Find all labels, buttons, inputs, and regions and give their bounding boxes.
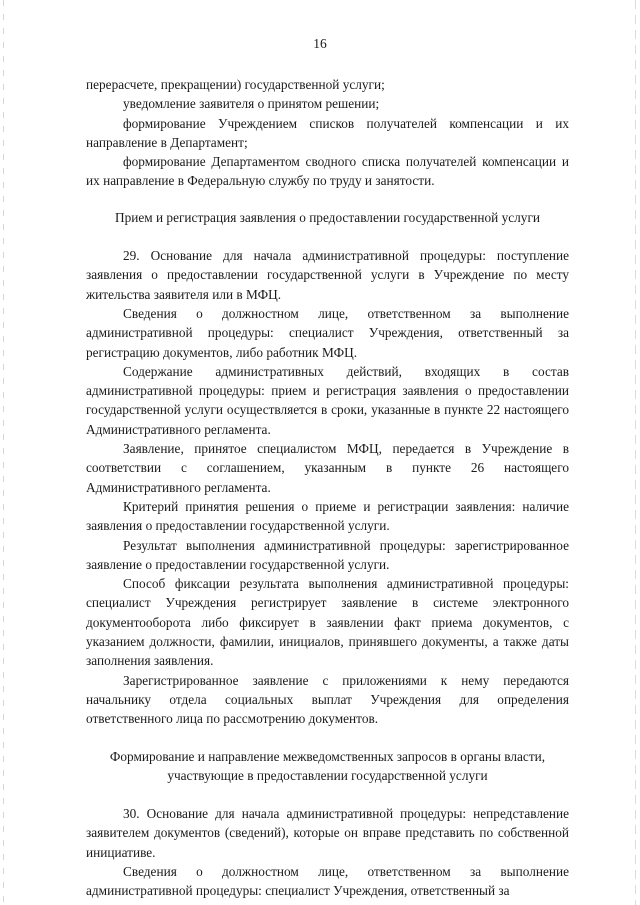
paragraph: Заявление, принятое специалистом МФЦ, передается в Учреждение в соответствии с соглашением, указанным в пункте 26 настоящего Административного регламента. [86, 441, 569, 495]
paragraph: 29. Основание для начала административной процедуры: поступление заявления о предоставлении государственной услуги в Учреждение по месту жительства заявителя или в МФЦ. [86, 248, 569, 302]
section-heading: Прием и регистрация заявления о предоставлении государственной услуги [114, 209, 541, 225]
paragraph: 30. Основание для начала административной процедуры: непредставление заявителем документов (сведений), которые он вправе представить по собственной инициативе. [86, 806, 569, 860]
paragraph: Результат выполнения административной процедуры: зарегистрированное заявление о предоставлении государственной услуги. [86, 537, 569, 572]
paragraph: формирование Учреждением списков получателей компенсации и их направление в Департамент; [86, 115, 569, 150]
scan-edge-left [3, 0, 4, 905]
paragraph: уведомление заявителя о принятом решении; [123, 96, 380, 112]
scan-edge-right [635, 0, 636, 905]
paragraph: перерасчете, прекращении) государственной услуги; [86, 77, 385, 92]
paragraph: Сведения о должностном лице, ответственном за выполнение административной процедуры: специалист Учреждения, ответственный за регистрацию документов, либо работник МФЦ. [86, 305, 569, 360]
document-body [86, 75, 569, 901]
paragraph: Содержание административных действий, входящих в состав административной процедуры: прием и регистрация заявления о предоставлении государственной услуги осуществляется в сроки, указанные в пункте 22 настоящего Административного регламента. [86, 363, 569, 437]
paragraph: Способ фиксации результата выполнения административной процедуры: специалист Учреждения регистрирует заявление в системе электронного документооборота либо фиксирует в заявлении факт приема документов, с указанием должности, фамилии, инициалов, принявшего документы, а также даты заполнения заявления. [86, 576, 569, 669]
paragraph: Критерий принятия решения о приеме и регистрации заявления: наличие заявления о предоставлении государственной услуги. [86, 498, 569, 534]
paragraph: Зарегистрированное заявление с приложениями к нему передаются начальнику отдела социальных выплат Учреждения для определения ответственного лица по рассмотрению документов. [86, 672, 569, 727]
section-heading: Формирование и направление межведомственных запросов в органы власти, участвующие в предоставлении государственной услуги [109, 748, 546, 783]
paragraph: Сведения о должностном лице, ответственном за выполнение административной процедуры: специалист Учреждения, ответственный за [86, 863, 569, 899]
paragraph: формирование Департаментом сводного списка получателей компенсации и их направление в Федеральную службу по труду и занятости. [86, 154, 569, 189]
page-number: 16 [313, 36, 327, 51]
